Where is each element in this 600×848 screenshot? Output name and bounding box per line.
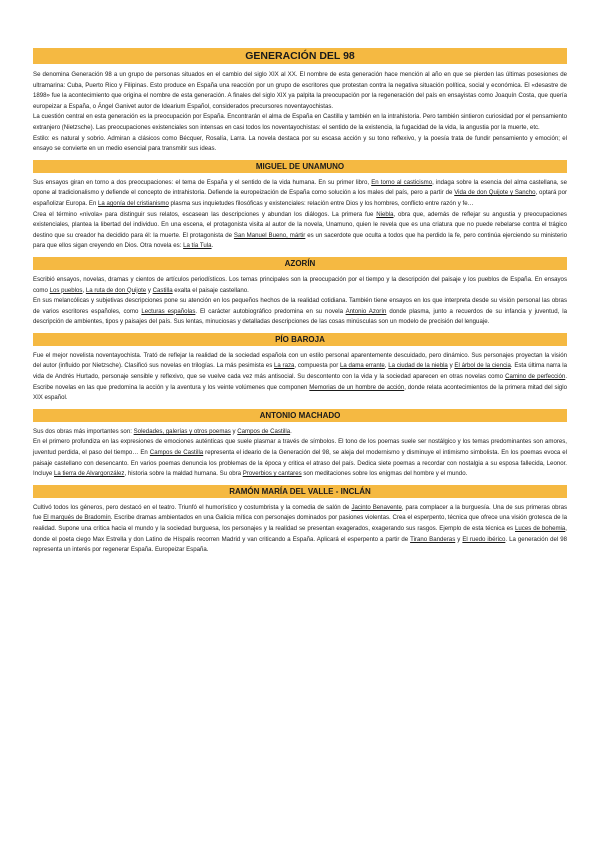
work-title: Castilla — [152, 286, 173, 294]
work-title: La tierra de Alvargonzález — [54, 470, 125, 478]
section-paragraph: Sus dos obras más importantes son: Soledades, galerías y otros poemas y Campos de Castilla. — [33, 427, 292, 435]
section-valle-inclan — [33, 503, 567, 556]
page-title: GENERACIÓN DEL 98 — [33, 48, 567, 64]
intro-paragraph: Se denomina Generación 98 a un grupo de personas situados en el cambio del siglo XIX al XX. El nombre de esta generación hace mención al año en que se pierden las últimas posesiones de ultramarina: Cuba, Puerto Rico y Filipinas. Esto produce en España una reacción por un grupo de escritores que protestan contra la negativa situación política, social y económica. El «desastre de 1898» fue la acontecimiento que origina el nombre de esta generación. A finales del siglo XIX ya palpita la preocupación por la regeneración del país en ensayistas como Joaquín Costa, que quería europeizar a España, o Ángel Ganivet autor de Idearium Español, considerados precursores noventayochistas. — [33, 71, 567, 110]
section-paragraph: Escribió ensayos, novelas, dramas y cientos de artículos periodísticos. Los temas principales son la preocupación por el tiempo y la descripción del paisaje y los pueblos de España. En ensayos como Los pueblos, La ruta de don Quijote y Castilla exalta el paisaje castellano. — [33, 275, 567, 294]
work-title: Campos de Castilla — [237, 427, 291, 435]
work-title: La ciudad de la niebla — [388, 362, 448, 370]
work-title: Jacinto Benavente — [351, 503, 402, 511]
work-title: Soledades, galerías y otros poemas — [133, 427, 231, 435]
section-paragraph: En sus melancólicas y subjetivas descripciones pone su atención en los pequeños hechos de la realidad cotidiana. También tiene ensayos en los que interpreta desde su visión personal las obras de varios escritores españoles, como Lecturas españolas. El carácter autobiográfico predomina en su novela Antonio Azorín donde plasma, junto a recuerdos de su infancia y juventud, la descripción de ambientes, tipos y paisajes del país. Sus lentas, minuciosas y detalladas descripciones de las cosas minúsculas son un modelo de precisión del lenguaje. — [33, 297, 567, 326]
work-title: Memorias de un hombre de acción — [309, 383, 405, 391]
work-title: El marqués de Bradomín — [43, 514, 111, 522]
work-title: San Manuel Bueno, mártir — [233, 231, 306, 239]
section-heading-valle-inclan: RAMÓN MARÍA DEL VALLE - INCLÁN — [33, 485, 567, 498]
work-title: El ruedo ibérico — [462, 535, 506, 543]
section-heading-baroja: PÍO BAROJA — [33, 333, 567, 346]
section-heading-machado: ANTONIO MACHADO — [33, 409, 567, 422]
work-title: Lecturas españolas — [141, 307, 196, 315]
section-heading-unamuno: MIGUEL DE UNAMUNO — [33, 160, 567, 173]
section-heading-azorin: AZORÍN — [33, 257, 567, 270]
document-page — [33, 48, 567, 556]
section-baroja — [33, 351, 567, 404]
section-paragraph: Sus ensayos giran en torno a dos preocupaciones: el tema de España y el sentido de la vida humana. En su primer libro, En torno al casticismo, indaga sobre la esencia del alma castellana, se opone al tradicionalismo y defiende el concepto de intrahistoria. Defiende la europeización de España como solución a los males del país, pero a partir de Vida de don Quijote y Sancho, optará por españolizar Europa. En La agonía del cristianismo plasma sus inquietudes filosóficas y existenciales: relación entre Dios y los hombres, conflicto entre razón y fe… — [33, 178, 567, 207]
work-title: La ruta de don Quijote — [85, 286, 147, 294]
work-title: El árbol de la ciencia — [454, 362, 511, 370]
intro-paragraph: Estilo: es natural y sobrio. Admiran a clásicos como Bécquer, Rosalía, Larra. La novela destaca por su escasa acción y su tono reflexivo, y la poesía trata de fundir pensamiento y emoción; el ensayo se convierte en un medio esencial para transmitir sus ideas. — [33, 134, 567, 153]
intro-section — [33, 70, 567, 155]
work-title: Luces de bohemia — [515, 525, 566, 532]
work-title: Camino de perfección — [505, 373, 566, 381]
work-title: Proverbios y cantares — [242, 470, 302, 478]
section-azorin — [33, 275, 567, 328]
work-title: Los pueblos — [49, 286, 83, 294]
section-paragraph: Fue el mejor novelista noventayochista. Trató de reflejar la realidad de la sociedad española con un estilo personal aparentemente descuidado, pero dinámico. Sus personajes proyectan la visión del autor (influido por Nietzsche). Clasificó sus novelas en trilogías. La más pesimista es La raza, compuesta por La dama errante, La ciudad de la niebla y El árbol de la ciencia. Esta última narra la vida de Andrés Hurtado, personaje sensible y reflexivo, que se vuelve cada vez más antisocial. Su descontento con la vida y la sociedad aparecen en otras novelas como Camino de perfección. Escribe novelas en las que predomina la acción y la aventura y los veinte volúmenes que componen Memorias de un hombre de acción, donde relata acontecimientos de la primera mitad del siglo XIX español. — [33, 351, 568, 402]
work-title: La agonía del cristianismo — [98, 199, 169, 207]
section-machado — [33, 427, 567, 480]
work-title: Tirano Banderas — [410, 535, 456, 543]
work-title: Antonio Azorín — [345, 307, 387, 315]
work-title: Campos de Castilla — [149, 449, 204, 457]
work-title: Niebla — [376, 210, 394, 218]
work-title: La tía Tula — [183, 242, 212, 250]
section-paragraph: Cultivó todos los géneros, pero destacó en el teatro. Triunfó el humorístico y costumbrista y la comedia de salón de Jacinto Benavente, para complacer a la burguesía. Una de sus primeras obras fue El marqués de Bradomín. Escribe dramas ambientados en una Galicia mítica con personajes dominados por pasiones violentas. Crea el esperpento, técnica que ofrece una visión grotesca de la realidad. Supone una crítica hacia el mundo y la sociedad burguesa, los personajes y la realidad se presentan exagerados, exagerando sus rasgos. Ejemplo de esta técnica es Luces de bohemia, donde el poeta ciego Max Estrella y don Latino de Híspalis recorren Madrid y van criticando a España. Aplicará el esperpento a partir de Tirano Banderas y El ruedo ibérico. La generación del 98 representa un interés por regenerar España. Europeizar España. — [33, 503, 568, 554]
work-title: Vida de don Quijote y Sancho — [454, 189, 536, 197]
section-paragraph: En el primero profundiza en las expresiones de emociones auténticas que suele plasmar a través de símbolos. El tono de los poemas suele ser nostálgico y los temas predominantes son amores, juventud perdida, el paso del tiempo… En Campos de Castilla representa el ideario de la Generación del 98, se aleja del modernismo y disminuye el intimismo simbolista. En los poemas evoca el paisaje castellano con desencanto. En varios poemas denuncia los problemas de la época y critica el atraso del país. Dedica siete poemas a recordar con nostalgia a su esposa fallecida, Leonor. Incluye La tierra de Alvargonzález, historia sobre la maldad humana. Su obra Proverbios y cantares son meditaciones sobre los enigmas del hombre y el mundo. — [33, 438, 568, 478]
section-unamuno — [33, 178, 567, 252]
work-title: En torno al casticismo — [371, 178, 433, 186]
work-title: La dama errante — [339, 362, 385, 370]
work-title: La raza — [274, 362, 295, 370]
intro-paragraph: La cuestión central en esta generación es la preocupación por España. Encontrarán el alma de España en Castilla y también en la intrahistoria. Pero también sintieron curiosidad por el pensamiento extranjero (Nietzsche). Las preocupaciones existenciales son intensas en casi todos los noventayochistas: el sentido de la existencia, la fugacidad de la vida, la angustia por la muerte, etc. — [33, 113, 567, 131]
section-paragraph: Crea el término «nivola» para distinguir sus relatos, escasean las descripciones y abundan los diálogos. La primera fue Niebla, obra que, además de reflejar su angustia y preocupaciones existenciales, plantea la libertad del individuo. En una escena, el protagonista visita al autor de la novela, Unamuno, quien le revela que es una criatura que no puede rebelarse contra el trágico destino que su creador ha decidido para él: la muerte. El protagonista de San Manuel Bueno, mártir es un sacerdote que oculta a todos que ha perdido la fe, pero continúa ejerciendo su ministerio para que ellos sigan creyendo en Dios. Otra novela es: La tía Tula. — [33, 210, 567, 250]
